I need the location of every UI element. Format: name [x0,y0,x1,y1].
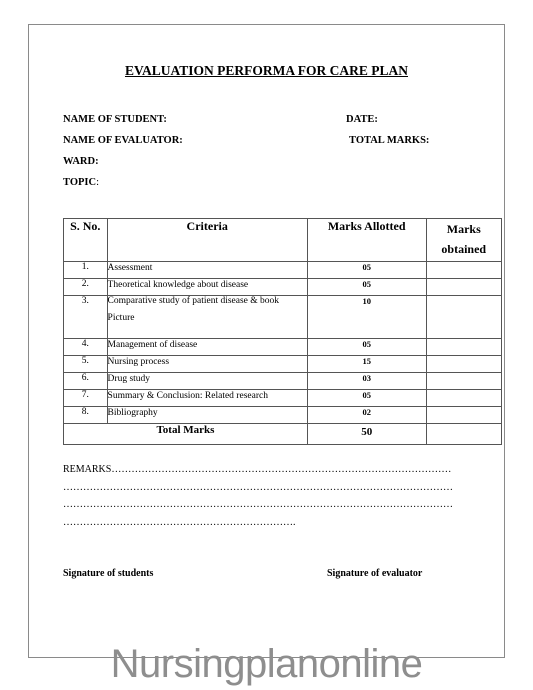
row-criteria: Theoretical knowledge about disease [107,279,307,296]
signature-students-label: Signature of students [63,568,154,579]
student-name-label: NAME OF STUDENT: [63,114,167,125]
table-row [64,296,502,339]
evaluator-name-label: NAME OF EVALUATOR: [63,135,183,146]
row-marks-allotted: 10 [307,296,426,339]
remarks-line[interactable]: REMARKS………………………………………………………………………………………… [63,464,452,475]
row-criteria: Nursing process [107,356,307,373]
total-obtained-cell[interactable] [426,424,502,445]
header-obtained-line1: Marks [446,222,481,236]
topic-label-text: TOPIC [63,177,97,188]
row-criteria: Summary & Conclusion: Related research [107,390,307,407]
table-row [64,390,502,407]
row-marks-obtained-cell[interactable] [426,262,502,279]
header-marks-allotted: Marks Allotted [307,219,426,262]
row-marks-allotted: 03 [307,373,426,390]
row-sno: 3. [64,296,108,339]
row-marks-allotted: 05 [307,279,426,296]
row-marks-allotted: 15 [307,356,426,373]
row-criteria: Assessment [107,262,307,279]
evaluation-table [63,218,502,445]
row-marks-allotted: 05 [307,339,426,356]
topic-label-colon: : [96,177,99,188]
table-row [64,279,502,296]
row-criteria-text: Comparative study of patient disease & book [107,296,280,306]
header-criteria: Criteria [107,219,307,262]
row-criteria [107,296,307,339]
total-value: 50 [307,424,426,445]
watermark: Nursingplanonline [110,642,423,686]
row-marks-obtained-cell[interactable] [426,279,502,296]
row-criteria: Bibliography [107,407,307,424]
row-sno: 1. [64,262,108,279]
row-marks-obtained-cell[interactable] [426,296,502,339]
page-title: EVALUATION PERFORMA FOR CARE PLAN [124,63,408,78]
row-sno: 8. [64,407,108,424]
row-marks-obtained-cell[interactable] [426,356,502,373]
row-criteria-extra: Picture [107,313,135,323]
total-label: Total Marks [64,424,308,445]
row-sno: 5. [64,356,108,373]
row-marks-allotted: 05 [307,390,426,407]
date-label: DATE: [346,114,378,125]
total-marks-label: TOTAL MARKS: [349,135,430,146]
table-row [64,373,502,390]
row-marks-obtained-cell[interactable] [426,407,502,424]
topic-label [63,177,99,188]
row-marks-allotted: 05 [307,262,426,279]
table-row [64,339,502,356]
table-row [64,356,502,373]
signature-evaluator-label: Signature of evaluator [327,568,423,579]
row-marks-obtained-cell[interactable] [426,339,502,356]
row-marks-obtained-cell[interactable] [426,390,502,407]
row-marks-obtained-cell[interactable] [426,373,502,390]
ward-label: WARD: [63,156,99,167]
row-sno: 7. [64,390,108,407]
header-sno: S. No. [64,219,108,262]
row-marks-allotted: 02 [307,407,426,424]
table-row [64,407,502,424]
table-header-row [64,219,502,262]
table-row [64,262,502,279]
row-sno: 2. [64,279,108,296]
row-sno: 4. [64,339,108,356]
remarks-section [63,461,483,531]
row-criteria: Management of disease [107,339,307,356]
remarks-line[interactable]: ……………………………………………………………. [63,516,296,528]
total-row [64,424,502,445]
row-sno: 6. [64,373,108,390]
header-marks-obtained [426,219,502,262]
header-obtained-line2: obtained [441,242,487,256]
remarks-line[interactable]: ……………………………………………………………………………………………………… [63,499,453,510]
row-criteria: Drug study [107,373,307,390]
remarks-line[interactable]: ……………………………………………………………………………………………………… [63,481,453,493]
